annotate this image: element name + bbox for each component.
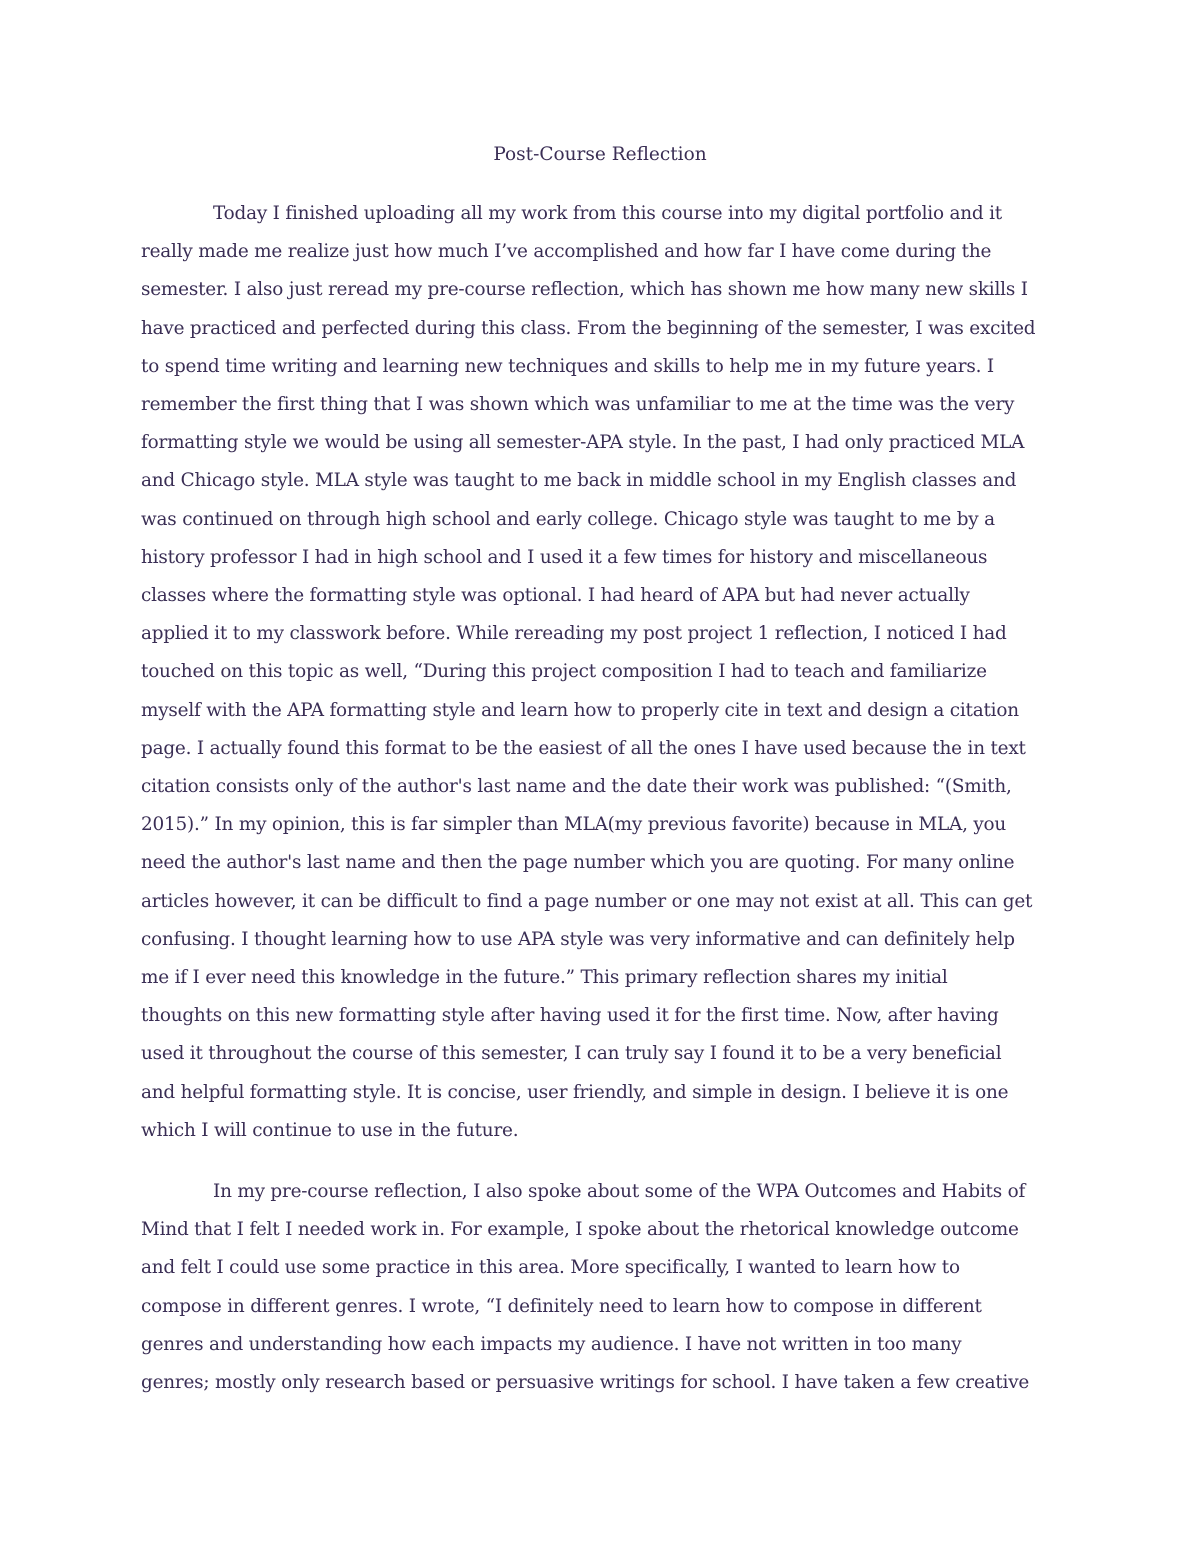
paragraph-line: and felt I could use some practice in this area. More specifically, I wanted to learn how to <box>141 1257 960 1279</box>
paragraph-line: really made me realize just how much I’ve accomplished and how far I have come during the <box>141 241 992 263</box>
paragraph-line: me if I ever need this knowledge in the future.” This primary reflection shares my initial <box>141 967 948 988</box>
paragraph-line: formatting style we would be using all semester-APA style. In the past, I had only practiced MLA <box>141 432 1025 454</box>
paragraph-line: and helpful formatting style. It is concise, user friendly, and simple in design. I believe it is one <box>141 1081 1009 1103</box>
document-title: Post-Course Reflection <box>493 144 707 165</box>
paragraph-line: confusing. I thought learning how to use APA style was very informative and can definitely help <box>141 928 1015 950</box>
paragraph-line: In my pre-course reflection, I also spoke about some of the WPA Outcomes and Habits of <box>213 1181 1026 1202</box>
paragraph-line: which I will continue to use in the future. <box>141 1119 519 1141</box>
paragraph-line: was continued on through high school and early college. Chicago style was taught to me by a <box>141 508 995 530</box>
paragraph-line: need the author's last name and then the page number which you are quoting. For many online <box>141 852 1015 874</box>
paragraph-line: 2015).” In my opinion, this is far simpler than MLA(my previous favorite) because in MLA, you <box>141 814 1007 836</box>
paragraph-line: and Chicago style. MLA style was taught to me back in middle school in my English classes and <box>141 470 1017 492</box>
paragraph-line: Mind that I felt I needed work in. For example, I spoke about the rhetorical knowledge outcome <box>141 1219 1019 1241</box>
paragraph-line: citation consists only of the author's last name and the date their work was published: “(Smith, <box>141 776 1012 797</box>
paragraph-line: classes where the formatting style was optional. I had heard of APA but had never actually <box>141 585 970 606</box>
paragraph-line: touched on this topic as well, “During this project composition I had to teach and familiarize <box>141 661 987 683</box>
paragraph-line: genres; mostly only research based or persuasive writings for school. I have taken a few creative <box>141 1372 1030 1393</box>
paragraph-line: articles however, it can be difficult to find a page number or one may not exist at all. This can get <box>141 890 1033 912</box>
paragraph-line: applied it to my classwork before. While rereading my post project 1 reflection, I noticed I had <box>141 623 1007 645</box>
paragraph-line: used it throughout the course of this semester, I can truly say I found it to be a very beneficial <box>141 1043 1002 1065</box>
paragraph-line: have practiced and perfected during this class. From the beginning of the semester, I was excited <box>141 317 1036 339</box>
paragraph-line: genres and understanding how each impacts my audience. I have not written in too many <box>141 1333 962 1355</box>
paragraph-line: remember the first thing that I was shown which was unfamiliar to me at the time was the very <box>141 394 1015 415</box>
paragraph-line: compose in different genres. I wrote, “I definitely need to learn how to compose in different <box>141 1295 982 1317</box>
paragraph-line: to spend time writing and learning new techniques and skills to help me in my future years. I <box>141 355 994 377</box>
paragraph-line: thoughts on this new formatting style after having used it for the first time. Now, after having <box>141 1005 999 1027</box>
paragraph-line: page. I actually found this format to be the easiest of all the ones I have used because the in text <box>141 737 1026 759</box>
paragraph-line: semester. I also just reread my pre-course reflection, which has shown me how many new skills I <box>141 279 1028 301</box>
paragraph-line: Today I finished uploading all my work from this course into my digital portfolio and it <box>213 203 1003 224</box>
paragraph-line: history professor I had in high school and I used it a few times for history and miscellaneous <box>141 546 988 568</box>
paragraph-line: myself with the APA formatting style and learn how to properly cite in text and design a citation <box>141 699 1019 721</box>
